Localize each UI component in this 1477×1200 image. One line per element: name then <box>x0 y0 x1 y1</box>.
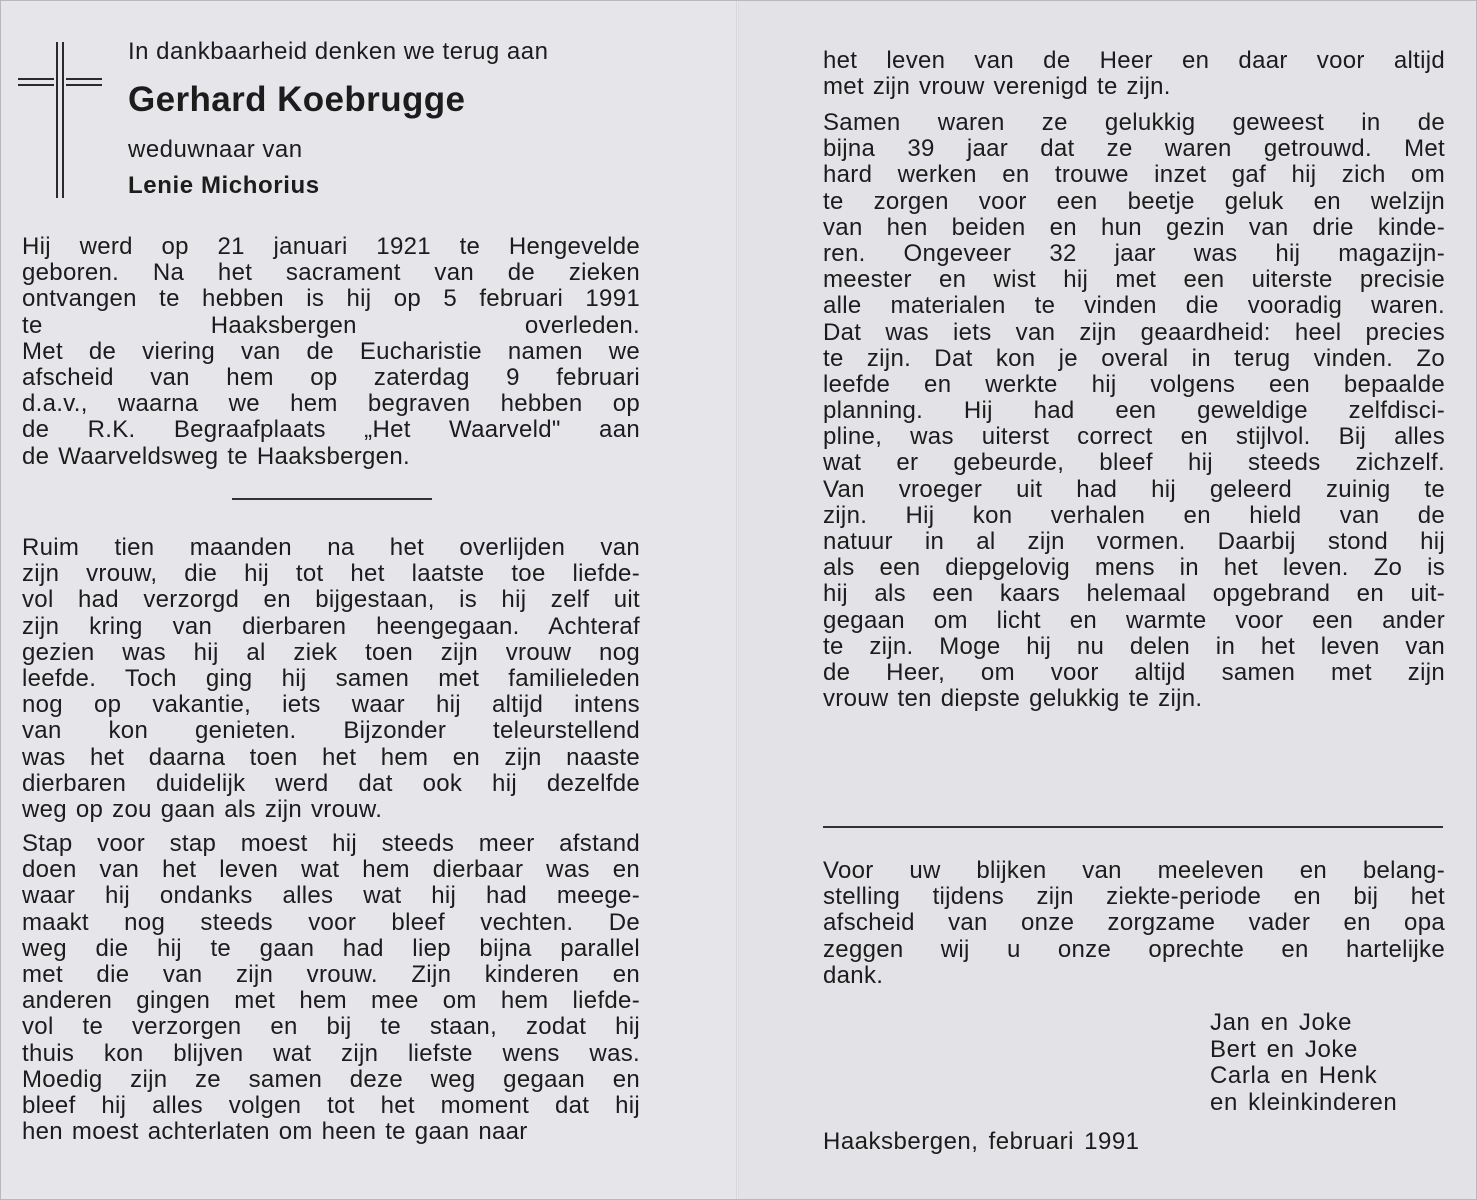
text-line: doen van het leven wat hem dierbaar was en <box>22 856 640 884</box>
text-line: was het daarna toen het hem en zijn naaste <box>22 743 640 771</box>
text-line: pline, was uiterst correct en stijlvol. Bij alles <box>823 423 1445 451</box>
text-line: het leven van de Heer en daar voor altijd <box>823 47 1445 74</box>
text-line: gezien was hij al ziek toen zijn vrouw nog <box>22 638 640 666</box>
text-line: Stap voor stap moest hij steeds meer afstand <box>22 830 640 857</box>
text-line: afscheid van hem op zaterdag 9 februari <box>22 363 640 391</box>
text-line: alle materialen te vinden die vooradig waren. <box>823 292 1445 320</box>
text-line: van hen beiden en hun gezin van drie kinde- <box>823 213 1445 241</box>
intro-line: In dankbaarheid denken we terug aan <box>128 38 549 65</box>
text-line: te zorgen voor een beetje geluk en welzijn <box>823 187 1445 215</box>
text-line: stelling tijdens zijn ziekte-periode en bij het <box>823 883 1445 911</box>
text-line: d.a.v., waarna we hem begraven hebben op <box>22 390 640 418</box>
text-line: zijn. Hij kon verhalen en hield van de <box>823 501 1445 529</box>
text-line: bleef hij alles volgen tot het moment dat hij <box>22 1091 640 1119</box>
text-line: hard werken en trouwe inzet gaf hij zich om <box>823 161 1445 189</box>
place-date: Haaksbergen, februari 1991 <box>823 1128 1140 1155</box>
signature-line: Carla en Henk <box>1210 1062 1378 1089</box>
signature-line: en kleinkinderen <box>1210 1088 1398 1116</box>
text-line: maakt nog steeds voor bleef vechten. De <box>22 908 640 936</box>
text-line: leefde. Toch ging hij samen met familieleden <box>22 664 640 692</box>
text-line: weg die hij te gaan had liep bijna parallel <box>22 934 640 962</box>
text-line: anderen gingen met hem mee om hem liefde- <box>22 987 640 1015</box>
text-line: waar hij ondanks alles wat hij had meege- <box>22 882 640 910</box>
text-line: Met de viering van de Eucharistie namen we <box>22 337 640 365</box>
text-line: thuis kon blijven wat zijn liefste wens was. <box>22 1039 640 1067</box>
text-line: Hij werd op 21 januari 1921 te Hengevelde <box>22 233 640 260</box>
text-line: met zijn vrouw verenigd te zijn. <box>823 73 1171 101</box>
text-line: Van vroeger uit had hij geleerd zuinig te <box>823 475 1445 503</box>
text-line: weg op zou gaan als zijn vrouw. <box>22 795 383 823</box>
text-line: te zijn. Dat kon je overal in terug vinden. Zo <box>823 344 1445 372</box>
text-line: ontvangen te hebben is hij op 5 februari 1991 <box>22 285 640 313</box>
text-line: van kon genieten. Bijzonder teleurstellend <box>22 717 640 745</box>
text-line: wat er gebeurde, bleef hij steeds zichzelf. <box>823 449 1445 477</box>
text-line: ren. Ongeveer 32 jaar was hij magazijn- <box>823 239 1445 267</box>
text-line: leefde en werkte hij volgens een bepaalde <box>823 370 1445 398</box>
text-line: dank. <box>823 961 884 989</box>
text-line: de Waarveldsweg te Haaksbergen. <box>22 442 410 470</box>
text-line: planning. Hij had een geweldige zelfdisci- <box>823 397 1445 425</box>
text-line: zijn kring van dierbaren heengegaan. Achteraf <box>22 612 640 640</box>
text-line: meester en wist hij met een uiterste precisie <box>823 266 1445 294</box>
text-line: zeggen wij u onze oprechte en hartelijke <box>823 935 1445 963</box>
text-line: Dat was iets van zijn geaardheid: heel precies <box>823 318 1445 346</box>
text-line: vrouw ten diepste gelukkig te zijn. <box>823 685 1203 713</box>
text-line: de R.K. Begraafplaats „Het Waarveld" aan <box>22 416 640 444</box>
text-line: hij als een kaars helemaal opgebrand en uit- <box>823 580 1445 608</box>
text-line: natuur in al zijn vormen. Daarbij stond hij <box>823 528 1445 555</box>
text-line: de Heer, om voor altijd samen met zijn <box>823 658 1445 686</box>
text-line: als een diepgelovig mens in het leven. Zo is <box>823 554 1445 582</box>
text-line: met die van zijn vrouw. Zijn kinderen en <box>22 960 640 988</box>
text-line: afscheid van onze zorgzame vader en opa <box>823 909 1445 937</box>
signature-line: Jan en Joke <box>1210 1009 1353 1036</box>
spouse-name: Lenie Michorius <box>128 172 320 199</box>
text-line: Moedig zijn ze samen deze weg gegaan en <box>22 1065 640 1093</box>
relation-line: weduwnaar van <box>128 136 303 163</box>
text-line: nog op vakantie, iets waar hij altijd intens <box>22 691 640 719</box>
text-line: zijn vrouw, die hij tot het laatste toe liefde- <box>22 560 640 588</box>
text-line: hen moest achterlaten om heen te gaan naar <box>22 1118 528 1146</box>
text-line: geboren. Na het sacrament van de zieken <box>22 259 640 287</box>
text-line: Ruim tien maanden na het overlijden van <box>22 534 640 561</box>
text-line: gegaan om licht en warmte voor een ander <box>823 606 1445 634</box>
text-line: te Haaksbergen overleden. <box>22 311 640 339</box>
text-line: te zijn. Moge hij nu delen in het leven van <box>823 632 1445 660</box>
text-line: Samen waren ze gelukkig geweest in de <box>823 109 1445 136</box>
text-line: vol had verzorgd en bijgestaan, is hij zelf uit <box>22 586 640 614</box>
text-line: dierbaren duidelijk werd dat ook hij dezelfde <box>22 769 640 797</box>
deceased-name: Gerhard Koebrugge <box>128 80 466 119</box>
text-line: bijna 39 jaar dat ze waren getrouwd. Met <box>823 135 1445 163</box>
text-line: Voor uw blijken van meeleven en belang- <box>823 857 1445 884</box>
text-line: vol te verzorgen en bij te staan, zodat hij <box>22 1013 640 1041</box>
signature-line: Bert en Joke <box>1210 1035 1358 1063</box>
